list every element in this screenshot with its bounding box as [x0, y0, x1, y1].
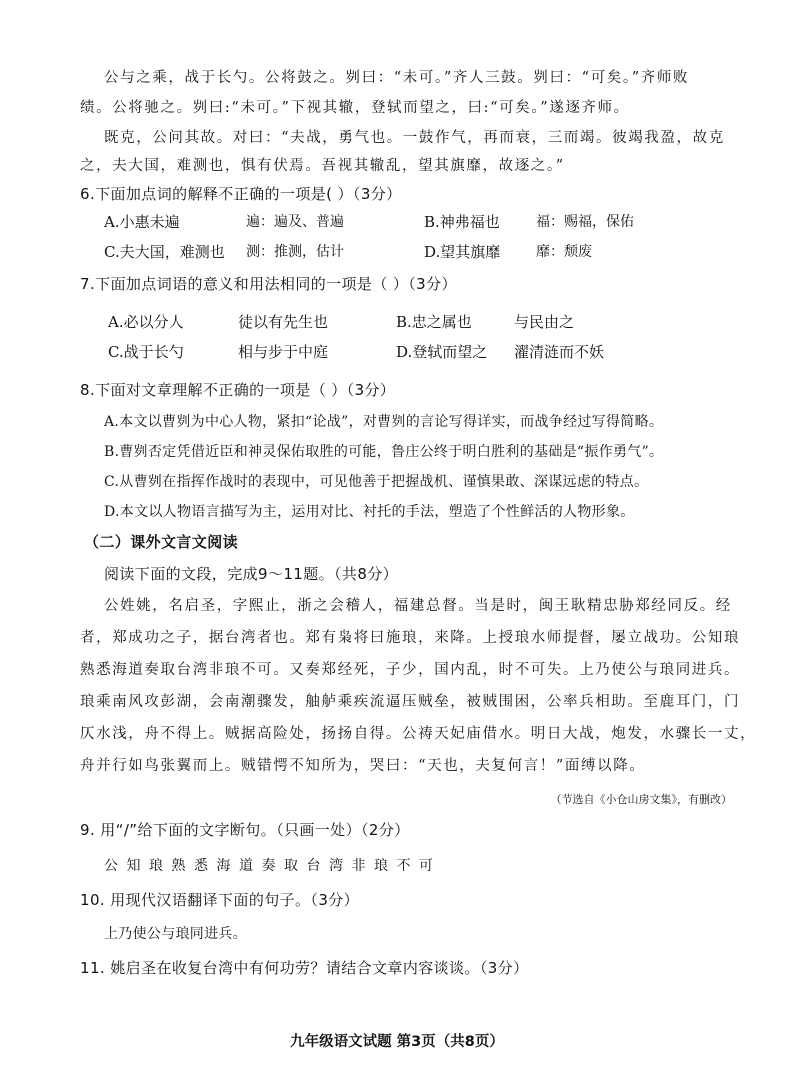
q9-text: 公知琅熟悉海道奏取台湾非琅不可: [104, 858, 442, 874]
passage2-line-3: 熟悉海道奏取台湾非琅不可。又奏郑经死，子少，国内乱，时不可失。上乃使公与琅同进兵。: [80, 662, 741, 678]
section-2-title: （二）课外文言文阅读: [84, 533, 239, 551]
passage2-line-6: 舟并行如鸟张翼而上。贼错愕不知所为，哭曰：“天也，夫复何言！”面缚以降。: [80, 758, 646, 774]
q6-option-a-explanation: 遍：遍及、普遍: [246, 214, 344, 230]
q7-option-b-2: 与民由之: [514, 313, 575, 331]
q8-option-a: A.本文以曹刿为中心人物，紧扣“论战”，对曹刿的言论写得详实，而战争经过写得简略。: [104, 414, 664, 430]
q7-option-c-2: 相与步于中庭: [238, 343, 329, 361]
passage1-line-3: 既克，公问其故。对曰：“夫战，勇气也。一鼓作气，再而衰，三而竭。彼竭我盈，故克: [104, 130, 725, 146]
q6-option-c-explanation: 测：推测，估计: [246, 244, 344, 260]
q7-option-d-1: D.登轼而望之: [396, 343, 488, 361]
q7-option-c-1: C.战于长勺: [108, 343, 184, 361]
passage2-line-2: 者，郑成功之子，据台湾者也。郑有枭将曰施琅，来降。上授琅水师提督，屡立战功。公知琅: [80, 630, 741, 646]
q8-option-b: B.曹刿否定凭借近臣和神灵保佑取胜的可能，鲁庄公终于明白胜利的基础是“振作勇气”。: [104, 444, 664, 460]
q6-option-d-explanation: 靡：颓废: [536, 244, 592, 260]
q6-option-a: A.小惠未遍: [104, 213, 180, 231]
q7-option-a-1: A.必以分人: [108, 313, 184, 331]
passage2-line-5: 仄水浅，舟不得上。贼据高险处，扬扬自得。公祷天妃庙借水。明日大战，炮发，水骤长一丈，: [80, 726, 757, 742]
q7-option-d-2: 濯清涟而不妖: [514, 343, 605, 361]
page-footer: 九年级语文试题 第3页（共8页）: [290, 1034, 504, 1050]
section-2-instruction: 阅读下面的文段，完成9～11题。（共8分）: [104, 565, 399, 583]
passage1-line-1: 公与之乘，战于长勺。公将鼓之。刿曰：“未可。”齐人三鼓。刿曰：“可矣。”齐师败: [104, 70, 690, 86]
passage2-source: （节选自《小仓山房文集》，有删改）: [550, 793, 732, 806]
q8-option-c: C.从曹刿在指挥作战时的表现中，可见他善于把握战机、谨慎果敢、深谋远虑的特点。: [104, 474, 649, 490]
question-7-stem: 7.下面加点词语的意义和用法相同的一项是（ ）（3分）: [80, 275, 457, 293]
question-10-stem: 10. 用现代汉语翻译下面的句子。（3分）: [80, 891, 360, 909]
q8-option-d: D.本文以人物语言描写为主，运用对比、衬托的手法，塑造了个性鲜活的人物形象。: [104, 504, 635, 520]
q6-option-b-explanation: 福：赐福，保佑: [536, 214, 634, 230]
q10-text: 上乃使公与琅同进兵。: [104, 926, 247, 942]
passage1-line-4: 之，夫大国，难测也，惧有伏焉。吾视其辙乱，望其旗靡，故逐之。”: [80, 158, 565, 174]
question-9-stem: 9. 用“/”给下面的文字断句。（只画一处）（2分）: [80, 821, 410, 839]
q6-option-d: D.望其旗靡: [424, 243, 501, 261]
passage2-line-1: 公姓姚，名启圣，字熙止，浙之会稽人，福建总督。当是时，闽王耿精忠胁郑经同反。经: [104, 598, 732, 614]
passage1-line-2: 绩。公将驰之。刿曰:“未可。”下视其辙，登轼而望之，曰:“可矣。”遂逐齐师。: [80, 100, 630, 116]
q6-option-b: B.神弗福也: [424, 213, 500, 231]
q7-option-a-2: 徒以有先生也: [238, 313, 329, 331]
q7-option-b-1: B.忠之属也: [396, 313, 472, 331]
passage2-line-4: 琅乘南风攻彭湖，会南潮骤发，舳舻乘疾流逼压贼垒，被贼围困，公率兵相助。至鹿耳门，门: [80, 694, 741, 710]
question-11-stem: 11. 姚启圣在收复台湾中有何功劳？请结合文章内容谈谈。（3分）: [80, 959, 529, 977]
q6-option-c: C.夫大国，难测也: [104, 243, 225, 261]
question-6-stem: 6.下面加点词的解释不正确的一项是( ）（3分）: [80, 185, 402, 203]
question-8-stem: 8.下面对文章理解不正确的一项是（ ）（3分）: [80, 381, 396, 399]
